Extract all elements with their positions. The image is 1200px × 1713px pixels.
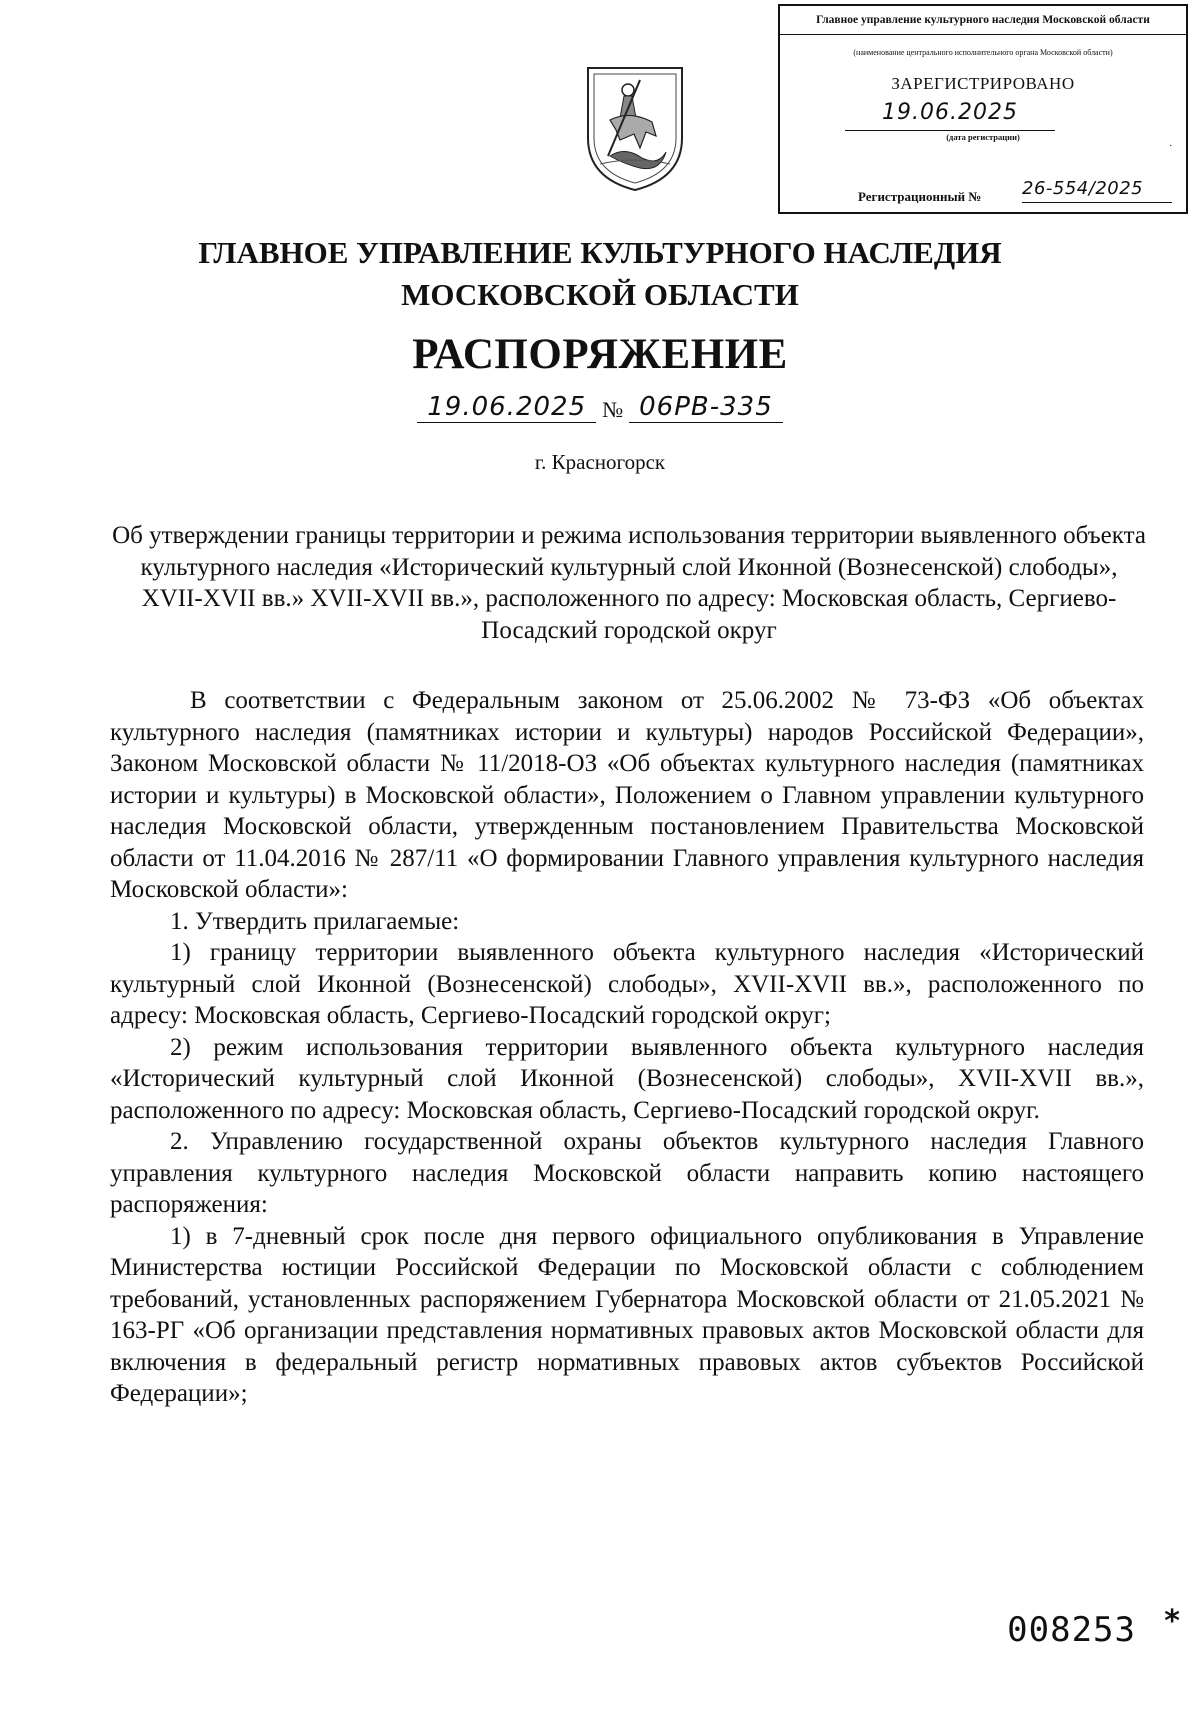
blank-serial-number: 008253 [1007, 1610, 1136, 1650]
stamp-registered-label: ЗАРЕГИСТРИРОВАНО [891, 74, 1075, 93]
organization-heading-line1: ГЛАВНОЕ УПРАВЛЕНИЕ КУЛЬТУРНОГО НАСЛЕДИЯ [198, 235, 1002, 270]
organization-heading [0, 232, 1200, 316]
document-body [110, 685, 1144, 1410]
stamp-organization: Главное управление культурного наследия Московской области [816, 14, 1150, 26]
serial-star-mark: * [1164, 1604, 1180, 1639]
body-item-1-1: 1) границу территории выявленного объекта культурного наследия «Исторический культурный слой Иконной (Вознесенской) слободы», XVII-XVII вв.», расположенного по адресу: Московская область, Сергиево-Посадский городской округ; [110, 939, 1144, 1029]
registration-stamp [778, 4, 1188, 214]
body-item-2: 2. Управлению государственной охраны объектов культурного наследия Главного управления культурного наследия Московской области направить копию настоящего распоряжения: [110, 1128, 1144, 1218]
body-item-1-2: 2) режим использования территории выявленного объекта культурного наследия «Исторический культурный слой Иконной (Вознесенской) слободы», XVII-XVII вв.», расположенного по адресу: Московская область, Сергиево-Посадский городской округ. [110, 1033, 1144, 1124]
body-item-1: 1. Утвердить прилагаемые: [170, 907, 460, 935]
document-type: РАСПОРЯЖЕНИЕ [412, 331, 788, 378]
organization-heading-line2: МОСКОВСКОЙ ОБЛАСТИ [401, 277, 799, 312]
document-subject: Об утверждении границы территории и режима использования территории выявленного объекта культурного наследия «Исторический культурный слой Иконной (Вознесенской) слободы», XVII-XVII вв.» XVII-XVII вв.», расположенного по адресу: Московская область, Сергиево-Посадский городской округ [112, 522, 1146, 644]
body-preamble: В соответствии с Федеральным законом от 25.06.2002 № 73-ФЗ «Об объектах культурного наследия (памятниках истории и культуры) народов Российской Федерации», Законом Московской области № 11/2018-ОЗ «Об объектах культурного наследия (памятниках истории и культуры) в Московской области», Положением о Главном управлении культурного наследия Московской области, утвержденным постановлением Правительства Московской области от 11.04.2016 № 287/11 «О формировании Главного управления культурного наследия Московской области»: [110, 687, 1144, 903]
coat-of-arms-icon [580, 60, 690, 195]
stamp-registration-date: 19.06.2025 [845, 100, 1055, 131]
stamp-registration-number: 26-554/2025 [1022, 178, 1172, 203]
stamp-date-note: (дата регистрации) [946, 132, 1020, 142]
stamp-organization-note: (наименование центрального исполнительного органа Московской области) [853, 48, 1113, 57]
stamp-number-label: Регистрационный № [858, 189, 982, 204]
body-item-2-1: 1) в 7-дневный срок после дня первого официального опубликования в Управление Министерства юстиции Российской Федерации по Московской области с соблюдением требований, установленных распоряжением Губернатора Московской области от 21.05.2021 № 163-РГ «Об организации представления нормативных правовых актов Московской области для включения в федеральный регистр нормативных правовых актов субъектов Российской Федерации»; [110, 1222, 1144, 1407]
stamp-tick-mark: . [1169, 138, 1172, 149]
date-number-line [0, 392, 1200, 432]
document-date: 19.06.2025 [417, 392, 596, 423]
city: г. Красногорск [534, 450, 666, 474]
document-number: 06РВ-335 [629, 392, 783, 423]
number-sign: № [602, 397, 624, 422]
